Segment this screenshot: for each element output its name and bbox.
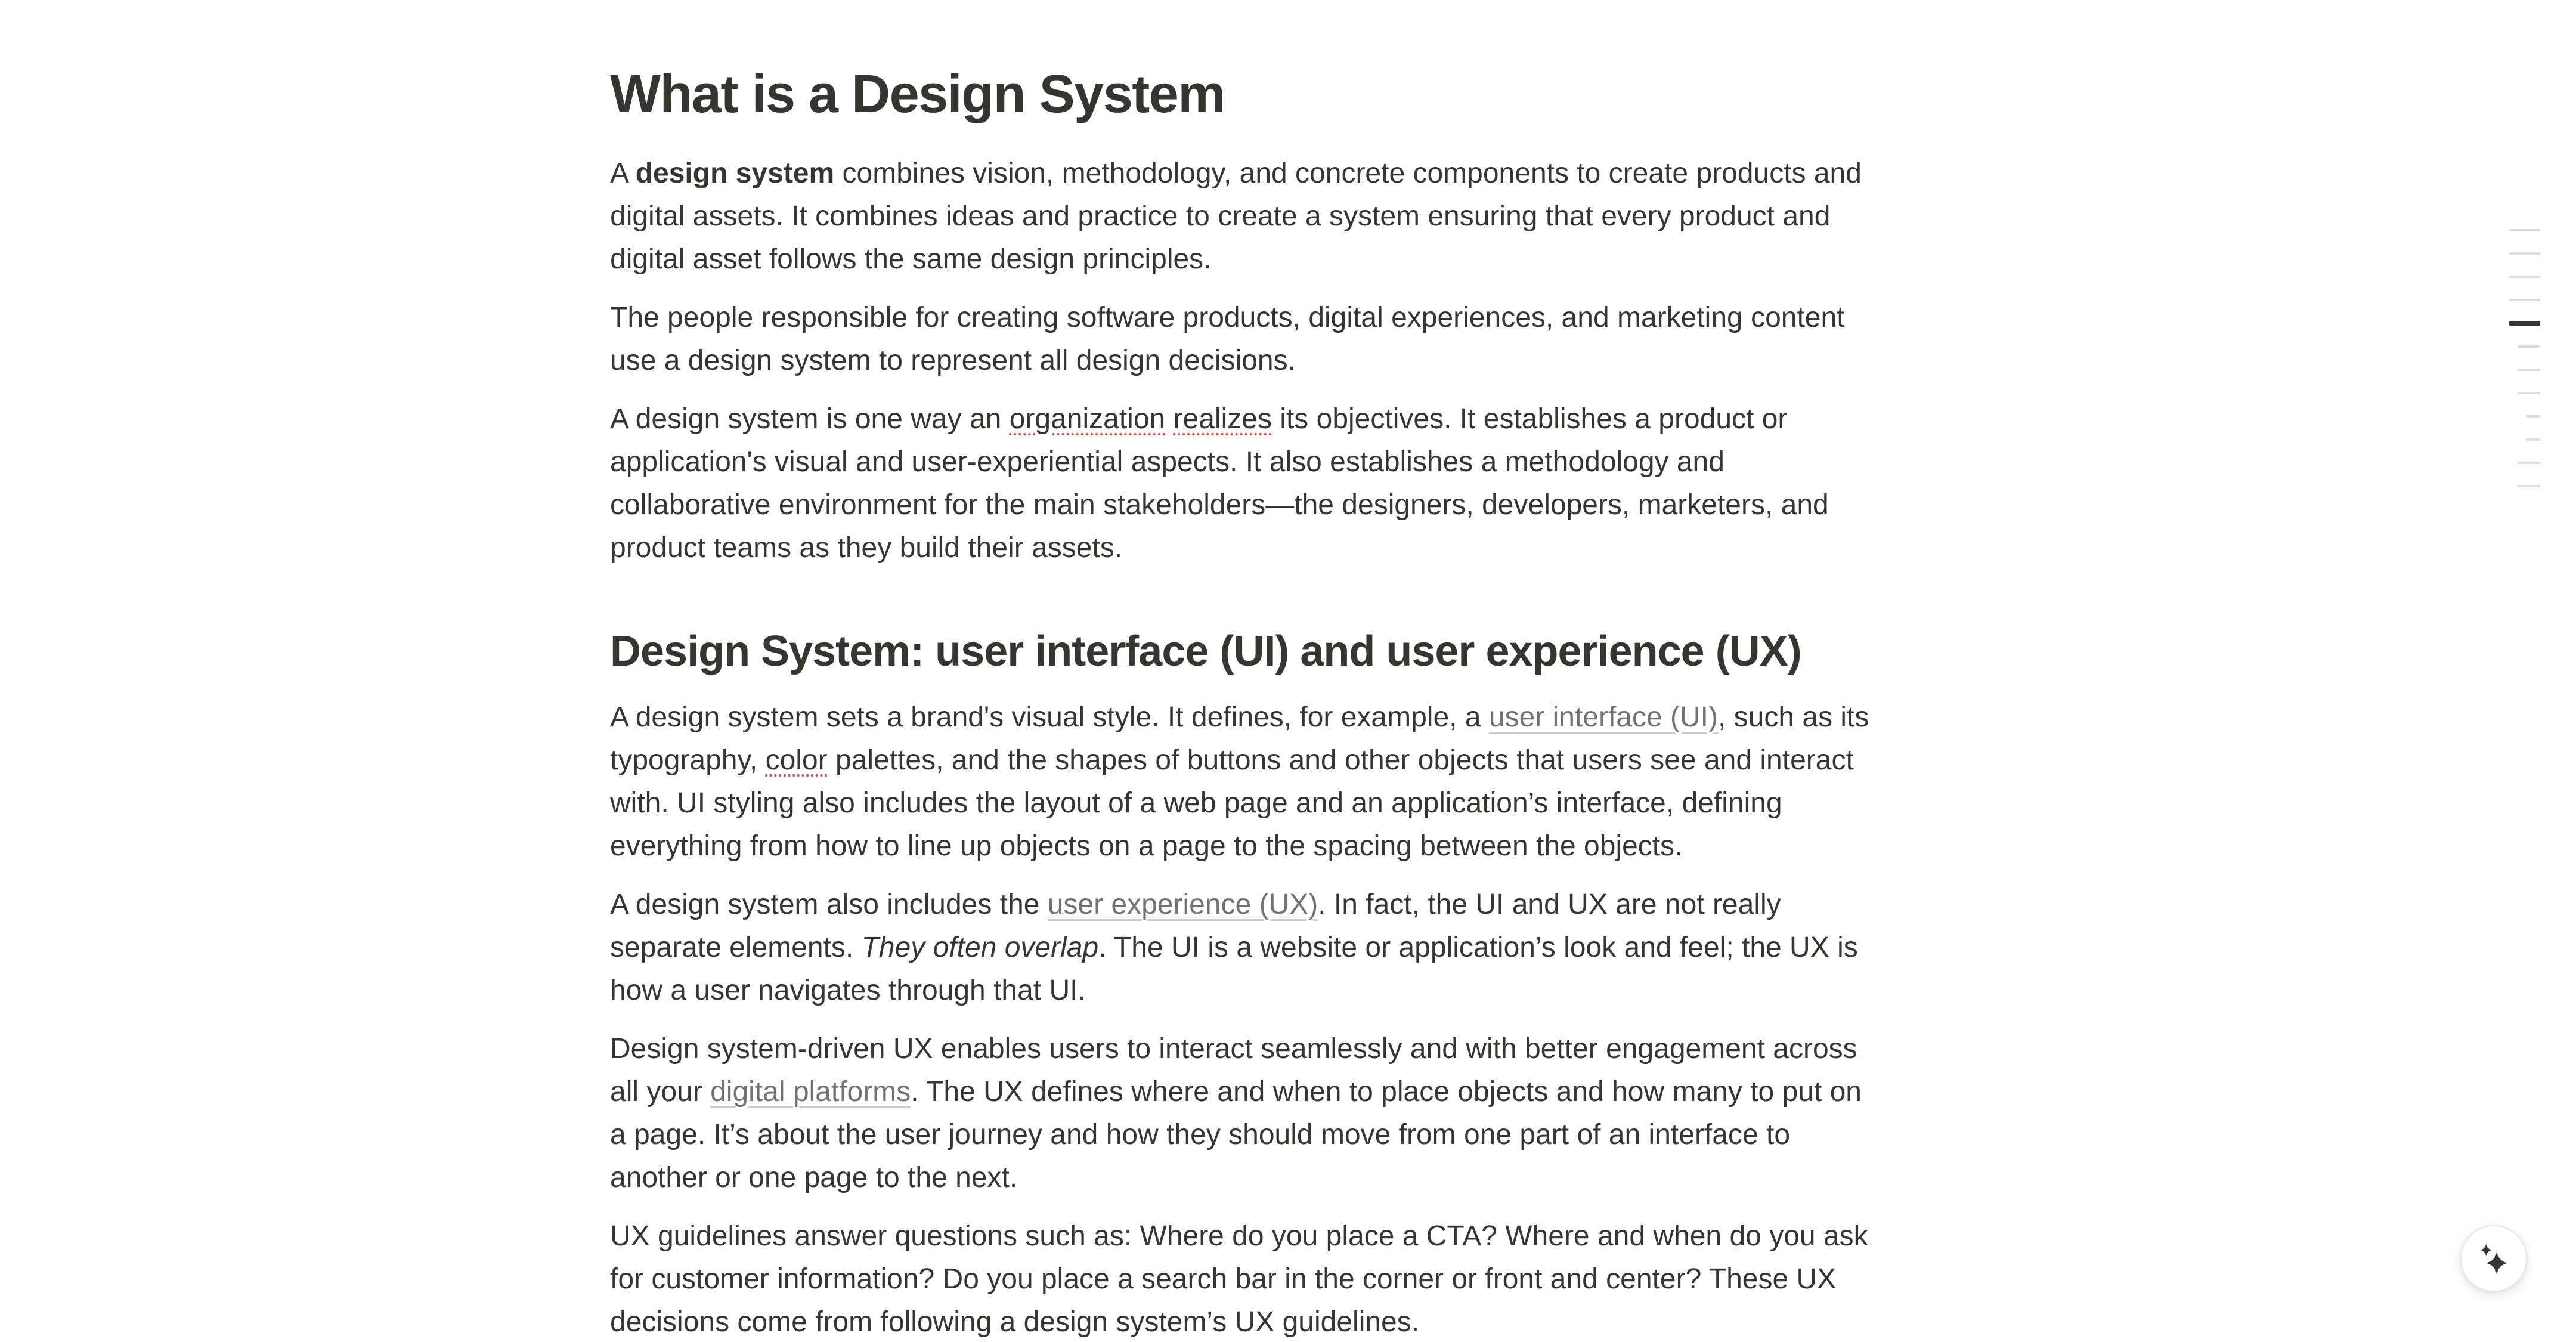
text-run: What is a Design System [610, 64, 1225, 124]
outline-line[interactable] [2526, 415, 2540, 418]
outline-line[interactable] [2518, 369, 2540, 371]
text-run: Design System: user interface (UI) and user experience (UX) [610, 627, 1801, 675]
text-run: . In fact, the UI and UX are not really separate elements. [610, 889, 1781, 963]
outline-line[interactable] [2509, 229, 2540, 231]
outline-line[interactable] [2518, 462, 2540, 464]
outline-slot [2509, 218, 2540, 242]
outline-line[interactable] [2509, 252, 2540, 255]
outline-slot [2509, 358, 2540, 381]
text-run-misspell: color [765, 744, 828, 776]
inline-link[interactable]: user experience (UX) [1047, 889, 1318, 920]
text-run: , such as its typography, [610, 701, 1869, 776]
paragraph-block[interactable] [610, 152, 1881, 281]
text-run: combines vision, methodology, and concrete components to create products and digital assets. It combines ideas and practice to create a system ensuring that every product and digital asset follows the same design principles. [610, 157, 1862, 275]
text-run-misspell: organization [1009, 403, 1166, 435]
text-run: A design system also includes the [610, 889, 1048, 920]
outline-line[interactable] [2509, 299, 2540, 301]
outline-slot [2509, 242, 2540, 265]
paragraph-block[interactable] [610, 883, 1881, 1012]
outline-line[interactable] [2518, 345, 2540, 348]
text-run: A [610, 157, 636, 189]
outline-line-active[interactable] [2509, 321, 2540, 326]
paragraph-block[interactable] [610, 1215, 1881, 1342]
outline-slot [2509, 311, 2540, 335]
outline-slot [2509, 428, 2540, 451]
outline-indicator [2509, 218, 2540, 497]
outline-slot [2509, 404, 2540, 428]
heading-block-h2[interactable] [610, 623, 1881, 679]
paragraph-block[interactable] [610, 1028, 1881, 1199]
text-run: . The UX defines where and when to place objects and how many to put on a page. It’s about the user journey and how they should move from one part of an interface to another or one page to the next. [610, 1076, 1862, 1193]
sparkles-icon [2475, 1239, 2513, 1278]
ai-assistant-button[interactable] [2460, 1225, 2527, 1292]
text-run-italic: They often overlap [861, 932, 1099, 963]
text-run: Design system-driven UX enables users to interact seamlessly and with better engagement across all your [610, 1033, 1857, 1108]
text-run: . The UI is a website or application’s look and feel; the UX is how a user navigates through that UI. [610, 932, 1858, 1006]
paragraph-block[interactable] [610, 398, 1881, 570]
inline-link[interactable]: user interface (UI) [1488, 701, 1718, 733]
outline-line[interactable] [2526, 438, 2540, 441]
text-run: palettes, and the shapes of buttons and other objects that users see and interact with. UI styling also includes the layout of a web page and an application’s interface, defining everything from how to line up objects on a page to the spacing between the objects. [610, 744, 1854, 862]
paragraph-block[interactable] [610, 296, 1881, 382]
text-run: The people responsible for creating software products, digital experiences, and marketing content use a design system to represent all design decisions. [610, 302, 1845, 376]
outline-slot [2509, 381, 2540, 404]
outline-line[interactable] [2518, 485, 2540, 487]
outline-slot [2509, 265, 2540, 288]
outline-line[interactable] [2518, 392, 2540, 394]
text-run: its objectives. It establishes a product or application's visual and user-experiential aspects. It also establishes a methodology and collaborative environment for the main stakeholders—the designers, developers, marketers, and product teams as they build their assets. [610, 403, 1829, 564]
text-run-misspell: realizes [1173, 403, 1272, 435]
outline-slot [2509, 335, 2540, 358]
text-run: A design system is one way an [610, 403, 1010, 435]
paragraph-block[interactable] [610, 696, 1881, 868]
outline-line[interactable] [2509, 276, 2540, 278]
outline-slot [2509, 288, 2540, 311]
heading-block-h1[interactable] [610, 60, 1881, 129]
outline-slot [2509, 474, 2540, 497]
document-body [610, 60, 1881, 1342]
text-run [1165, 403, 1173, 435]
inline-link[interactable]: digital platforms [710, 1076, 911, 1108]
text-run: A design system sets a brand's visual style. It defines, for example, a [610, 701, 1489, 733]
text-run: UX guidelines answer questions such as: Where do you place a CTA? Where and when do you ask for customer information? Do you place a search bar in the corner or front and center? These UX decisions come from following a design system’s UX guidelines. [610, 1220, 1868, 1338]
outline-slot [2509, 451, 2540, 474]
text-run-bold: design system [635, 157, 835, 189]
